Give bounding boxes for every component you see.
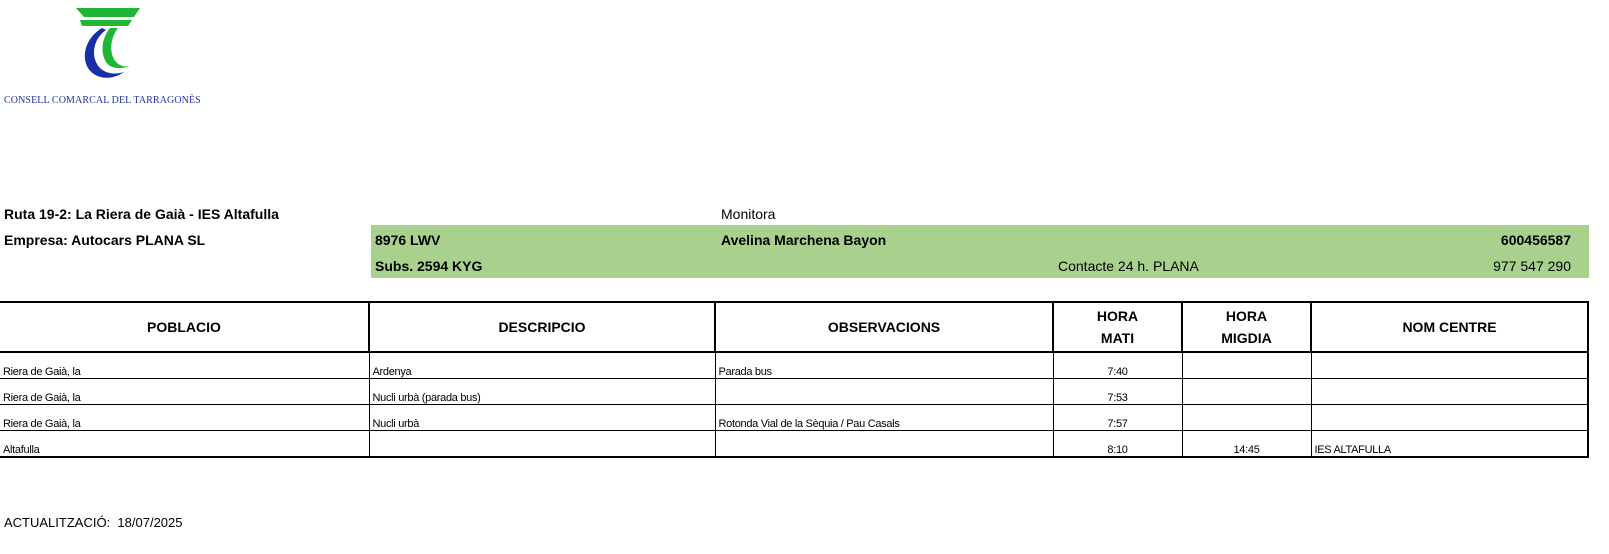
cell-descripcio: Nucli urbà [369, 405, 715, 431]
contact-phone: 977 547 290 [1493, 258, 1571, 274]
table-header-row [0, 302, 1588, 352]
cell-hora-migdia [1182, 379, 1311, 405]
cell-hora-mati: 7:57 [1053, 405, 1182, 431]
cell-observacions: Parada bus [715, 352, 1053, 379]
monitor-phone: 600456587 [1500, 232, 1571, 248]
update-date: 18/07/2025 [117, 515, 183, 530]
cell-hora-mati: 7:40 [1053, 352, 1182, 379]
header-nom-centre: NOM CENTRE [1311, 302, 1588, 352]
cell-descripcio: Ardenya [369, 352, 715, 379]
header-descripcio: DESCRIPCIO [369, 302, 715, 352]
table-row [0, 379, 1588, 405]
cell-descripcio [369, 431, 715, 458]
consell-comarcal-logo [72, 6, 142, 86]
organization-name: CONSELL COMARCAL DEL TARRAGONÈS [4, 95, 201, 106]
route-info-band [371, 225, 1589, 278]
cell-poblacio: Riera de Gaià, la [0, 405, 369, 431]
cell-nom-centre [1311, 405, 1588, 431]
cell-hora-mati: 8:10 [1053, 431, 1182, 458]
header-observacions: OBSERVACIONS [715, 302, 1053, 352]
route-stops-table [0, 301, 1589, 458]
monitor-label: Monitora [721, 206, 776, 222]
cell-nom-centre [1311, 379, 1588, 405]
update-info [4, 515, 183, 530]
route-title: Ruta 19-2: La Riera de Gaià - IES Altafulla [4, 206, 279, 222]
header-poblacio: POBLACIO [0, 302, 369, 352]
cell-observacions [715, 379, 1053, 405]
cell-poblacio: Riera de Gaià, la [0, 352, 369, 379]
cell-hora-migdia [1182, 352, 1311, 379]
cell-hora-migdia: 14:45 [1182, 431, 1311, 458]
company-name: Empresa: Autocars PLANA SL [4, 232, 206, 248]
cell-poblacio: Riera de Gaià, la [0, 379, 369, 405]
table-row [0, 352, 1588, 379]
table-row [0, 405, 1588, 431]
table-row [0, 431, 1588, 458]
monitor-name: Avelina Marchena Bayon [721, 232, 887, 248]
cell-descripcio: Nucli urbà (parada bus) [369, 379, 715, 405]
cell-poblacio: Altafulla [0, 431, 369, 458]
substitute-plate: Subs. 2594 KYG [375, 258, 483, 274]
cell-nom-centre: IES ALTAFULLA [1311, 431, 1588, 458]
header-hora-mati: HORA MATI [1053, 302, 1182, 352]
cell-observacions: Rotonda Vial de la Sèquia / Pau Casals [715, 405, 1053, 431]
cell-nom-centre [1311, 352, 1588, 379]
header-hora-migdia: HORA MIGDIA [1182, 302, 1311, 352]
contact-label: Contacte 24 h. PLANA [1058, 258, 1199, 274]
cell-observacions [715, 431, 1053, 458]
cell-hora-migdia [1182, 405, 1311, 431]
update-label: ACTUALITZACIÓ: [4, 515, 111, 530]
vehicle-plate: 8976 LWV [375, 232, 441, 248]
cell-hora-mati: 7:53 [1053, 379, 1182, 405]
